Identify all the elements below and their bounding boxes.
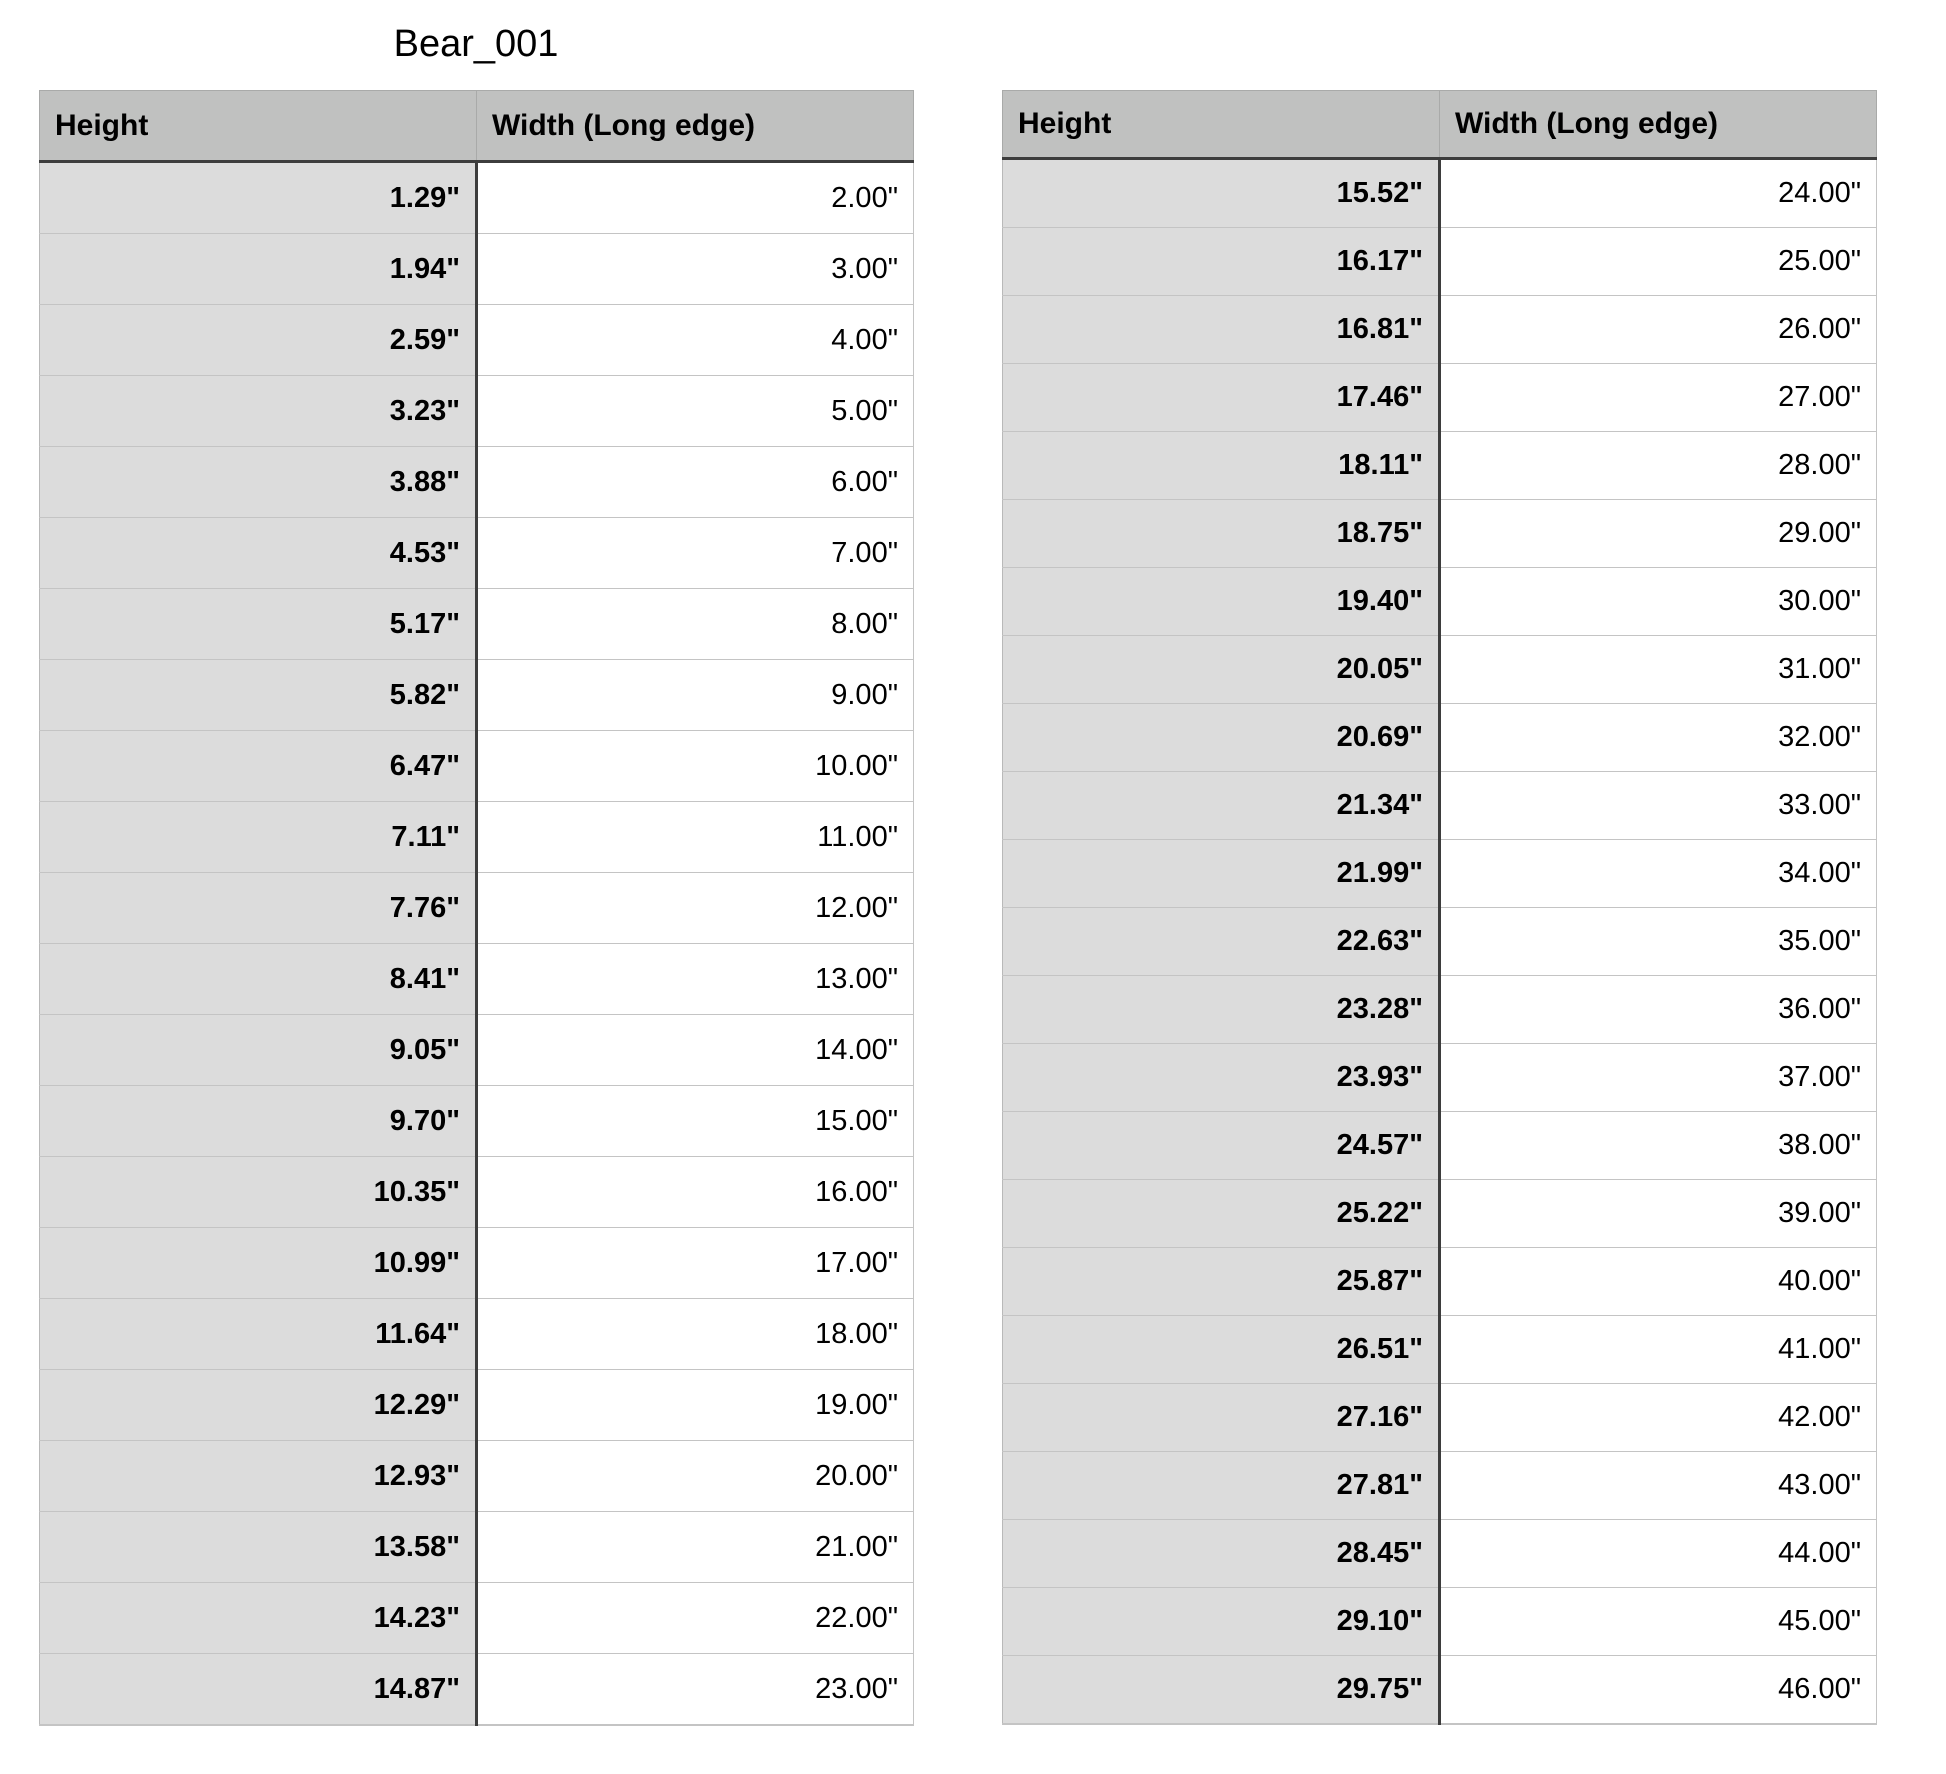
height-cell: 13.58" bbox=[40, 1512, 477, 1583]
table-row bbox=[1003, 364, 1877, 432]
width-cell: 9.00" bbox=[477, 660, 914, 731]
height-cell: 23.28" bbox=[1003, 976, 1440, 1044]
column-header-width: Width (Long edge) bbox=[1440, 91, 1877, 159]
height-cell: 2.59" bbox=[40, 305, 477, 376]
table-row bbox=[1003, 568, 1877, 636]
height-cell: 21.34" bbox=[1003, 772, 1440, 840]
table-row bbox=[1003, 159, 1877, 228]
width-cell: 44.00" bbox=[1440, 1520, 1877, 1588]
width-cell: 13.00" bbox=[477, 944, 914, 1015]
width-cell: 4.00" bbox=[477, 305, 914, 376]
width-cell: 19.00" bbox=[477, 1370, 914, 1441]
width-cell: 38.00" bbox=[1440, 1112, 1877, 1180]
height-cell: 12.29" bbox=[40, 1370, 477, 1441]
width-cell: 14.00" bbox=[477, 1015, 914, 1086]
width-cell: 36.00" bbox=[1440, 976, 1877, 1044]
width-cell: 28.00" bbox=[1440, 432, 1877, 500]
height-cell: 6.47" bbox=[40, 731, 477, 802]
width-cell: 46.00" bbox=[1440, 1656, 1877, 1725]
height-cell: 20.69" bbox=[1003, 704, 1440, 772]
width-cell: 33.00" bbox=[1440, 772, 1877, 840]
width-cell: 37.00" bbox=[1440, 1044, 1877, 1112]
column-header-width: Width (Long edge) bbox=[477, 91, 914, 162]
width-cell: 25.00" bbox=[1440, 228, 1877, 296]
width-cell: 21.00" bbox=[477, 1512, 914, 1583]
table-row bbox=[1003, 976, 1877, 1044]
width-cell: 2.00" bbox=[477, 162, 914, 234]
table-row bbox=[1003, 1044, 1877, 1112]
width-cell: 3.00" bbox=[477, 234, 914, 305]
height-cell: 1.94" bbox=[40, 234, 477, 305]
table-row bbox=[1003, 772, 1877, 840]
height-cell: 14.23" bbox=[40, 1583, 477, 1654]
table-row bbox=[40, 589, 914, 660]
height-cell: 14.87" bbox=[40, 1654, 477, 1726]
width-cell: 45.00" bbox=[1440, 1588, 1877, 1656]
height-cell: 4.53" bbox=[40, 518, 477, 589]
height-cell: 29.10" bbox=[1003, 1588, 1440, 1656]
document-title: Bear_001 bbox=[393, 23, 559, 65]
table-row bbox=[40, 234, 914, 305]
width-cell: 39.00" bbox=[1440, 1180, 1877, 1248]
height-cell: 15.52" bbox=[1003, 159, 1440, 228]
table-row bbox=[40, 1086, 914, 1157]
width-cell: 15.00" bbox=[477, 1086, 914, 1157]
table-row bbox=[40, 447, 914, 518]
table-row bbox=[1003, 1384, 1877, 1452]
table-row bbox=[40, 731, 914, 802]
table-body bbox=[40, 162, 914, 1726]
table-row bbox=[40, 1015, 914, 1086]
width-cell: 12.00" bbox=[477, 873, 914, 944]
height-cell: 10.35" bbox=[40, 1157, 477, 1228]
height-cell: 25.87" bbox=[1003, 1248, 1440, 1316]
width-cell: 31.00" bbox=[1440, 636, 1877, 704]
table-row bbox=[1003, 1112, 1877, 1180]
width-cell: 5.00" bbox=[477, 376, 914, 447]
height-cell: 10.99" bbox=[40, 1228, 477, 1299]
height-cell: 3.88" bbox=[40, 447, 477, 518]
table-row bbox=[1003, 1520, 1877, 1588]
table-row bbox=[1003, 840, 1877, 908]
width-cell: 17.00" bbox=[477, 1228, 914, 1299]
width-cell: 41.00" bbox=[1440, 1316, 1877, 1384]
table-row bbox=[1003, 636, 1877, 704]
width-cell: 22.00" bbox=[477, 1583, 914, 1654]
table-row bbox=[40, 1512, 914, 1583]
width-cell: 11.00" bbox=[477, 802, 914, 873]
width-cell: 43.00" bbox=[1440, 1452, 1877, 1520]
width-cell: 35.00" bbox=[1440, 908, 1877, 976]
height-cell: 12.93" bbox=[40, 1441, 477, 1512]
width-cell: 29.00" bbox=[1440, 500, 1877, 568]
height-cell: 9.70" bbox=[40, 1086, 477, 1157]
height-cell: 18.75" bbox=[1003, 500, 1440, 568]
height-cell: 5.17" bbox=[40, 589, 477, 660]
height-cell: 9.05" bbox=[40, 1015, 477, 1086]
table-row bbox=[1003, 432, 1877, 500]
width-cell: 32.00" bbox=[1440, 704, 1877, 772]
table-row bbox=[1003, 228, 1877, 296]
height-cell: 19.40" bbox=[1003, 568, 1440, 636]
width-cell: 24.00" bbox=[1440, 159, 1877, 228]
height-cell: 16.81" bbox=[1003, 296, 1440, 364]
height-cell: 24.57" bbox=[1003, 1112, 1440, 1180]
table-row bbox=[40, 1654, 914, 1726]
width-cell: 18.00" bbox=[477, 1299, 914, 1370]
width-cell: 8.00" bbox=[477, 589, 914, 660]
width-cell: 27.00" bbox=[1440, 364, 1877, 432]
height-cell: 17.46" bbox=[1003, 364, 1440, 432]
height-cell: 20.05" bbox=[1003, 636, 1440, 704]
width-cell: 16.00" bbox=[477, 1157, 914, 1228]
table-row bbox=[1003, 908, 1877, 976]
height-cell: 3.23" bbox=[40, 376, 477, 447]
table-row bbox=[40, 944, 914, 1015]
width-cell: 40.00" bbox=[1440, 1248, 1877, 1316]
width-cell: 6.00" bbox=[477, 447, 914, 518]
height-cell: 22.63" bbox=[1003, 908, 1440, 976]
height-cell: 18.11" bbox=[1003, 432, 1440, 500]
table-row bbox=[1003, 1588, 1877, 1656]
width-cell: 42.00" bbox=[1440, 1384, 1877, 1452]
height-cell: 1.29" bbox=[40, 162, 477, 234]
column-header-height: Height bbox=[1003, 91, 1440, 159]
table-row bbox=[40, 873, 914, 944]
table-row bbox=[1003, 1316, 1877, 1384]
height-cell: 7.76" bbox=[40, 873, 477, 944]
height-cell: 5.82" bbox=[40, 660, 477, 731]
height-cell: 21.99" bbox=[1003, 840, 1440, 908]
table-row bbox=[40, 1157, 914, 1228]
height-cell: 11.64" bbox=[40, 1299, 477, 1370]
header-row bbox=[40, 91, 914, 162]
table-row bbox=[1003, 296, 1877, 364]
height-cell: 27.16" bbox=[1003, 1384, 1440, 1452]
height-cell: 8.41" bbox=[40, 944, 477, 1015]
height-cell: 16.17" bbox=[1003, 228, 1440, 296]
height-cell: 25.22" bbox=[1003, 1180, 1440, 1248]
table-row bbox=[40, 1441, 914, 1512]
table-row bbox=[1003, 1452, 1877, 1520]
column-header-height: Height bbox=[40, 91, 477, 162]
table-row bbox=[40, 376, 914, 447]
table-row bbox=[40, 1370, 914, 1441]
table-row bbox=[40, 1583, 914, 1654]
table-row bbox=[40, 1228, 914, 1299]
width-cell: 7.00" bbox=[477, 518, 914, 589]
table-row bbox=[40, 1299, 914, 1370]
height-cell: 29.75" bbox=[1003, 1656, 1440, 1725]
table-row bbox=[1003, 1656, 1877, 1725]
height-cell: 28.45" bbox=[1003, 1520, 1440, 1588]
width-cell: 34.00" bbox=[1440, 840, 1877, 908]
height-cell: 26.51" bbox=[1003, 1316, 1440, 1384]
height-cell: 23.93" bbox=[1003, 1044, 1440, 1112]
table-row bbox=[1003, 1248, 1877, 1316]
width-cell: 20.00" bbox=[477, 1441, 914, 1512]
height-cell: 7.11" bbox=[40, 802, 477, 873]
table-row bbox=[40, 660, 914, 731]
size-table-left bbox=[39, 90, 914, 1726]
table-row bbox=[40, 518, 914, 589]
table-row bbox=[1003, 704, 1877, 772]
height-cell: 27.81" bbox=[1003, 1452, 1440, 1520]
table-row bbox=[1003, 1180, 1877, 1248]
width-cell: 23.00" bbox=[477, 1654, 914, 1726]
table-row bbox=[40, 802, 914, 873]
table-row bbox=[40, 305, 914, 376]
width-cell: 30.00" bbox=[1440, 568, 1877, 636]
table-row bbox=[1003, 500, 1877, 568]
size-table-right bbox=[1002, 90, 1877, 1725]
table-body bbox=[1003, 159, 1877, 1725]
width-cell: 10.00" bbox=[477, 731, 914, 802]
header-row bbox=[1003, 91, 1877, 159]
table-row bbox=[40, 162, 914, 234]
width-cell: 26.00" bbox=[1440, 296, 1877, 364]
